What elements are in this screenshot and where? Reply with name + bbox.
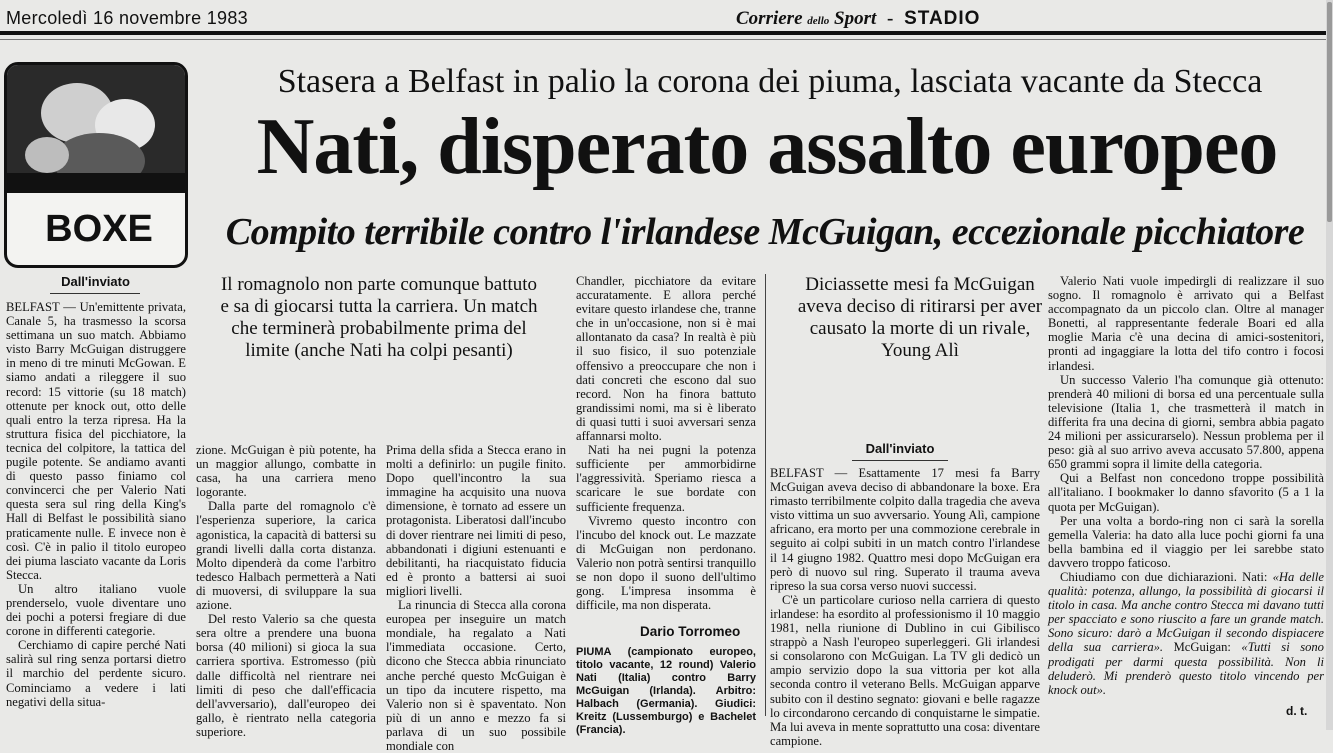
boxer-photo-icon [7, 65, 185, 193]
byline-right: Dall'inviato [865, 441, 935, 456]
column-4 [576, 274, 756, 612]
header-rule-thin [0, 39, 1333, 40]
paragraph: Un successo Valerio l'ha comunque già ottenuto: prenderà 40 milioni di borsa ed una percentuale sulla televisione (Italia 1, che trasmetterà il match in differita fra una decina di giorni, sembra abbia pagato 24 milioni per assicurarselo). Nessun problema per il peso: già al suo arrivo aveva accusato 57.800, appena 650 grammi sopra il limite della categoria. [1048, 372, 1324, 472]
scrollbar[interactable] [1326, 0, 1333, 730]
paragraph: Valerio Nati vuole impedirgli di realizzare il suo sogno. Il romagnolo è arrivato qui a Belfast accompagnato da un piccolo clan. Oltre al manager Bonetti, al rappresentante federale Boari ed alla moglie Maria c'è una decina di amici-sostenitori, pronti ad ingaggiare la lotta del tifo contro i focosi irlandesi. [1048, 274, 1324, 373]
paragraph: Prima della sfida a Stecca erano in molti a definirlo: un pugile finito. Dopo quell'incontro la sua immagine ha acquisito una nuova dimensione, è tornato ad essere un protagonista. Liberatosi dall'incubo di dover rientrare nei limiti di peso, abbandonati i digiuni estenuanti e debilitanti, ha riacquistato fiducia ed è pronto a battersi ai suoi migliori livelli. [386, 443, 566, 598]
paragraph: Dalla parte del romagnolo c'è l'esperienza superiore, la carica agonistica, la capacità di battersi su grandi livelli dalla corta distanza. Molto dipenderà da come l'arbitro tedesco Halbach permetterà a Nati di muoversi, di sviluppare la sua azione. [196, 499, 376, 613]
masthead-sport: Sport [834, 8, 877, 29]
byline-left-rule [50, 293, 140, 294]
masthead-dello: dello [807, 15, 830, 27]
author-initials: d. t. [1286, 704, 1308, 718]
paragraph: La rinuncia di Stecca alla corona europea per inseguire un match mondiale, ha regalato a Nati l'immediata occasione. Certo, dicono che Stecca abbia rinunciato anche perché questo McGuigan è un tipo da incutere rispetto, ma Valerio non si è spaventato. Non più di un anno e mezzo fa si parlava di un suo possibile mondiale con [386, 598, 566, 753]
paragraph: Nati ha nei pugni la potenza sufficiente per ammorbidirne l'aggressività. Speriamo riesca a scaricare le sue bordate con sufficiente frequenza. [576, 443, 756, 514]
kicker: Stasera a Belfast in palio la corona dei piuma, lasciata vacante da Stecca [277, 63, 1263, 100]
paragraph: Qui a Belfast non concedono troppe possibilità all'italiano. I bookmaker lo danno sfavorito (5 a 1 la quota per McGuigan). [1048, 471, 1324, 514]
paragraph: C'è un particolare curioso nella carriera di questo irlandese: ha esordito al professionismo il 10 maggio 1981, nella riunione di Dublino in cui Gibilisco strappò a Nash l'europeo superleggeri. Gli irlandesi si consolarono con McGuigan. La TV gli dedicò un ampio servizio dopo la sua vittoria per kot alla seconda contro il veterano Bells. McGuigan apparve subito con il destino segnato: giovani e belle ragazze lo circondarono cercando di conquistarne le simpatie. Ma lui aveva in mente soprattutto una cosa: diventare campione. [770, 592, 1040, 748]
paragraph: Del resto Valerio sa che questa sera oltre a prendere una buona borsa (40 milioni) si gioca la sua carriera sportiva. Estromesso (più dalle difficoltà nel rientrare nei limiti di peso che dall'efficacia dell'avversario), dall'europeo dei gallo, è rientrato nella categoria superiore. [196, 612, 376, 739]
scrollbar-thumb[interactable] [1327, 2, 1332, 222]
byline-right-rule [852, 460, 948, 461]
paragraph: BELFAST — Esattamente 17 mesi fa Barry McGuigan aveva deciso di abbandonare la boxe. Era rimasto terribilmente colpito dalla tragedia che aveva visto vittima un suo avversario. Young Alì, campione africano, era morto per una commozione cerebrale in seguito ai colpi subiti in un match contro l'irlandese il 14 giugno 1982. Quattro mesi dopo McGuigan era però di nuovo sul ring. Superato il trauma aveva ripreso la sua corsa verso nuovi successi. [770, 466, 1040, 593]
column-2 [196, 443, 376, 739]
fight-factbox: PIUMA (campionato europeo, titolo vacante, 12 round) Valerio Nati (Italia) contro Barry McGuigan (Irlanda). Arbitro: Halbach (Germania). Giudici: Kreitz (Lussemburgo) e Bachelet (Francia). [576, 646, 756, 736]
quote-intro: Chiudiamo con due dichiarazioni. Nati: [1060, 569, 1268, 584]
column-3 [386, 443, 566, 753]
paragraph: zione. McGuigan è più potente, ha un maggior allungo, combatte in casa, ha una carriera meno logorante. [196, 443, 376, 500]
subheadline: Compito terribile contro l'irlandese McGuigan, eccezionale picchiatore [225, 211, 1305, 253]
quote-nati: «Ha delle qualità: potenza, allungo, la possibilità di giocarsi il titolo in casa. Ma anche contro Stecca mi davano tutti per spacciato e sono riuscito a fare un grande match. Sono sicuro: darò a McGuigan il secondo dispiacere della sua carriera». [1048, 569, 1325, 655]
paragraph: Chandler, picchiatore da evitare accuratamente. E allora perché evitare questo irlandese che, tranne che in un'occasione, non si è mai allontanato da casa? In realtà è più il suo fisico, il suo potenziale offensivo a preoccupare che non i dati concreti che escono dal suo record. Non ha finora battuto grandissimi nomi, ma si è liberato di quasi tutti i suoi avversari senza affannarsi molto. [576, 274, 756, 444]
paragraph: Per una volta a bordo-ring non ci sarà la sorella gemella Valeria: ha dato alla luce pochi giorni fa una bella bambina ed il viaggio per lei sarebbe stato davvero troppo faticoso. [1048, 513, 1324, 570]
section-logo [4, 62, 188, 268]
paragraph: Cerchiamo di capire perché Nati salirà sul ring senza portarsi dietro il marchio del perdente sicuro. Cominciamo a vedere i lati negativi della situa- [6, 638, 186, 709]
quote-mcguigan: «Tutti si sono prodigati per darmi questa possibilità. Non li deluderò. Mi prenderò questo titolo vincendo per knock out». [1048, 640, 1324, 697]
quote-mid: McGuigan: [1173, 640, 1231, 655]
masthead-corriere: Corriere [736, 8, 803, 29]
paragraph: BELFAST — Un'emittente privata, Canale 5, ha trasmesso la scorsa settimana un suo match. Abbiamo visto Barry McGuigan distruggere in meno di tre minuti McGowan. E siamo andati a rileggere il suo record: 15 vittorie (su 18 match) ottenute per knock out, otto delle quali entro la terza ripresa. Ha la struttura fisica del picchiatore, la tecnica del colpitore, la tattica del pugile potente. Se andiamo avanti di questo passo finiamo col convincerci che per Valerio Nati questa sera sul ring della King's Hall di Belfast le possibilità siano praticamente nulle. E invece non è così. C'è in palio il titolo europeo dei piuma lasciato vacante da Loris Stecca. [6, 300, 186, 582]
deck-left: Il romagnolo non parte comunque battuto e sa di giocarsi tutta la carriera. Un match che terminerà probabilmente prima del limite (anche Nati ha colpi pesanti) [220, 274, 538, 361]
masthead-section: STADIO [904, 8, 981, 29]
column-6 [1048, 274, 1324, 697]
header-rule [0, 31, 1333, 35]
masthead [736, 8, 980, 30]
page-date: Mercoledì 16 novembre 1983 [6, 8, 248, 28]
column-divider [765, 274, 766, 716]
byline-left: Dall'inviato [61, 274, 130, 289]
paragraph: Un altro italiano vuole prenderselo, vuole diventare uno dei pochi a potersi fregiare di due corone in differenti categorie. [6, 581, 186, 639]
deck-right: Diciassette mesi fa McGuigan aveva deciso di ritirarsi per aver causato la morte di un rivale, Young Alì [797, 274, 1043, 361]
quote-paragraph [1048, 570, 1324, 697]
paragraph: Vivremo questo incontro con l'incubo del knock out. Le mazzate di McGuigan non perdonano. Valerio non potrà sentirsi tranquillo se non dopo il suono dell'ultimo gong. L'impresa insomma è difficile, ma non disperata. [576, 513, 756, 613]
headline: Nati, disperato assalto europeo [256, 103, 1278, 191]
signature: Dario Torromeo [640, 624, 741, 639]
masthead-separator: - [887, 8, 894, 29]
section-label: BOXE [45, 208, 153, 250]
column-5 [770, 466, 1040, 748]
column-1 [6, 300, 186, 709]
